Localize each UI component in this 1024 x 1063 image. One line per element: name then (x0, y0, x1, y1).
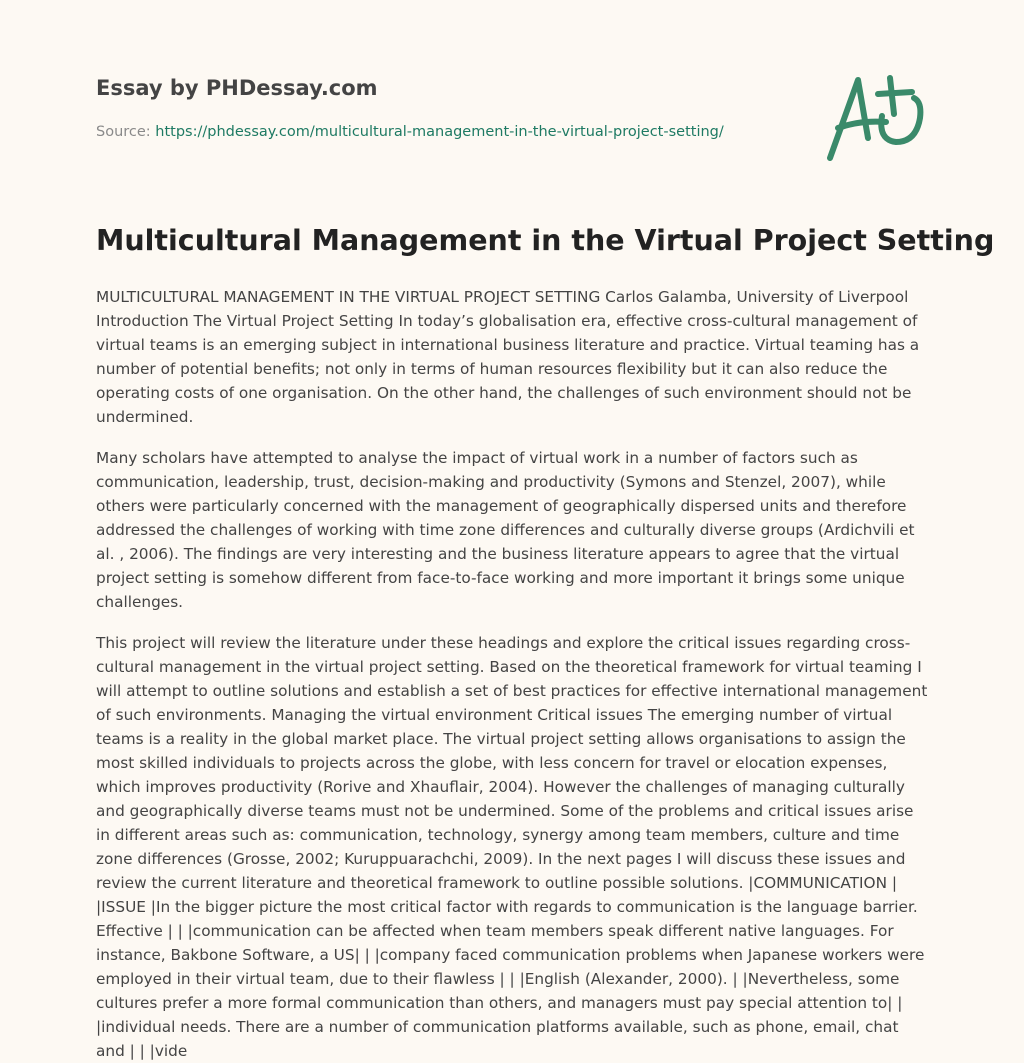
essay-title: Multicultural Management in the Virtual Project Setting (96, 224, 995, 257)
source-label: Source: (96, 124, 156, 140)
essay-paragraph: This project will review the literature under these headings and explore the critical issues regarding cross-cultural management in the virtual project setting. Based on the theoretical framework for virtual teaming I will attempt to outline solutions and establish a set of best practices for effective international management of such environments. Managing the virtual environment Critical issues The emerging number of virtual teams is a reality in the global market place. The virtual project setting allows organisations to assign the most skilled individuals to projects across the globe, with less concern for travel or elocation expenses, which improves productivity (Rorive and Xhauflair, 2004). However the challenges of managing culturally and geographically diverse teams must not be undermined. Some of the problems and critical issues arise in different areas such as: communication, technology, synergy among team members, culture and time zone differences (Grosse, 2002; Kuruppuarachchi, 2009). In the next pages I will discuss these issues and review the current literature and theoretical framework to outline possible solutions. |COMMUNICATION | |ISSUE |In the bigger picture the most critical factor with regards to communication is the language barrier. Effective | | |communication can be affected when team members speak different native languages. For instance, Bakbone Software, a US| | |company faced communication problems when Japanese workers were employed in their virtual team, due to their flawless | | |English (Alexander, 2000). | |Nevertheless, some cultures prefer a more formal communication than others, and managers must pay special attention to| | |individual needs. There are a number of communication platforms available, such as phone, email, chat and | | |vide (96, 634, 928, 1060)
essay-paragraph: Many scholars have attempted to analyse the impact of virtual work in a number of factors such as communication, leadership, trust, decision-making and productivity (Symons and Stenzel, 2007), while others were particularly concerned with the management of geographically dispersed units and therefore addressed the challenges of working with time zone differences and culturally diverse groups (Ardichvili et al. , 2006). The findings are very interesting and the business literature appears to agree that the virtual project setting is somehow different from face-to-face working and more important it brings some unique challenges. (96, 449, 915, 611)
essay-paragraph: MULTICULTURAL MANAGEMENT IN THE VIRTUAL PROJECT SETTING Carlos Galamba, University of Liverpool Introduction The Virtual Project Setting In today’s globalisation era, effective cross-cultural management of virtual teams is an emerging subject in international business literature and practice. Virtual teaming has a number of potential benefits; not only in terms of human resources flexibility but it can also reduce the operating costs of one organisation. On the other hand, the challenges of such environment should not be undermined. (96, 288, 920, 426)
source-line (96, 124, 724, 140)
source-link[interactable]: https://phdessay.com/multicultural-management-in-the-virtual-project-setting/ (155, 124, 724, 140)
site-title: Essay by PHDessay.com (96, 76, 378, 100)
a-plus-logo-icon (820, 66, 932, 164)
essay-body (96, 285, 930, 1060)
